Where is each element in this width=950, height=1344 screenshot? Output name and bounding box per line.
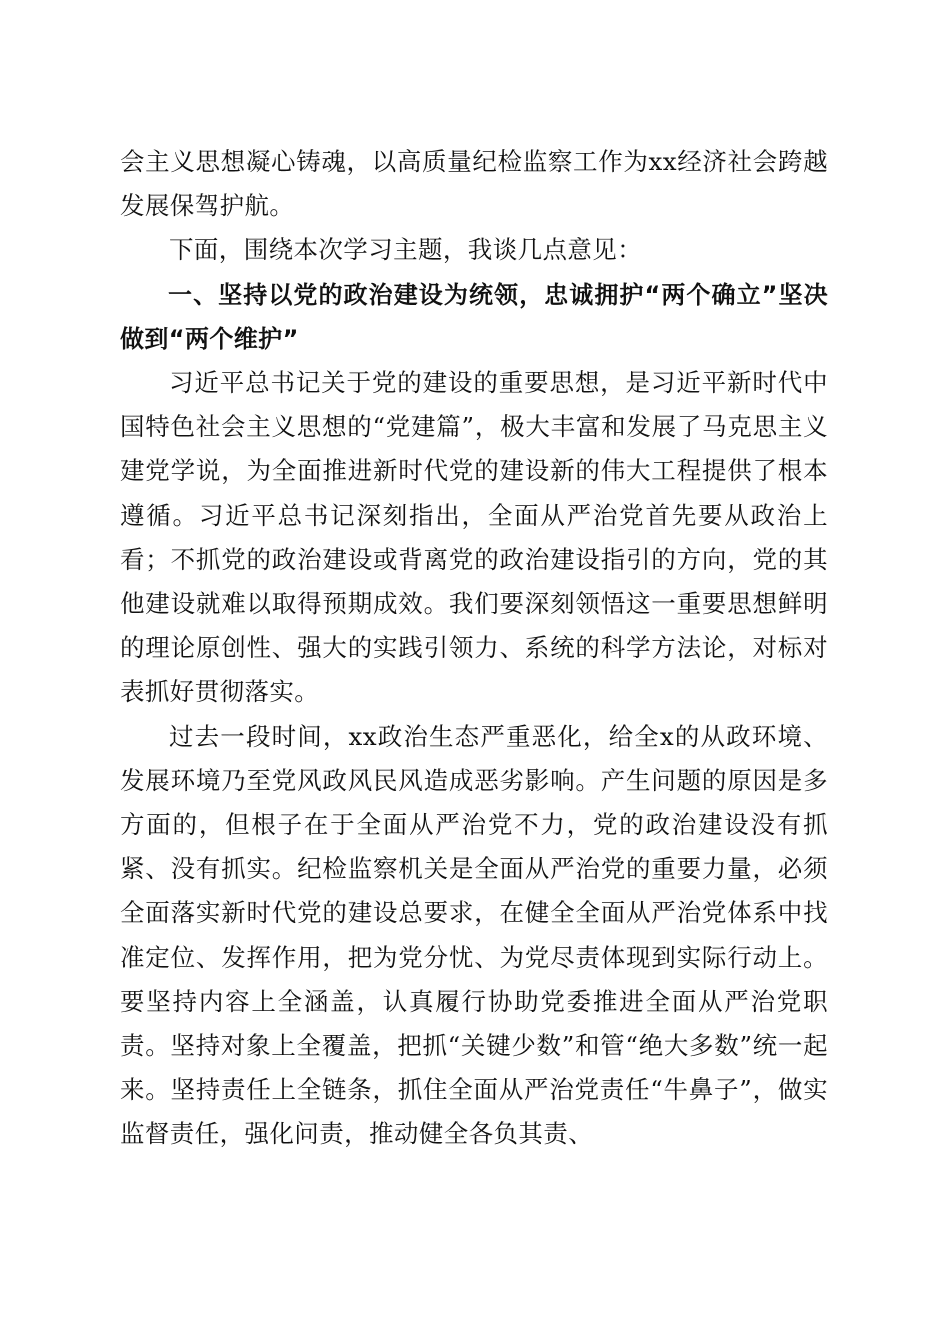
section-heading-1: 一、坚持以党的政治建设为统领，忠诚拥护“两个确立”坚决做到“两个维护” [120,280,828,353]
paragraph-continuation: 会主义思想凝心铸魂，以高质量纪检监察工作为xx经济社会跨越发展保驾护航。 [120,147,828,221]
paragraph-intro: 下面，围绕本次学习主题，我谈几点意见： [169,235,643,265]
paragraph-body-2: 过去一段时间，xx政治生态严重恶化，给全x的从政环境、发展环境乃至党风政风民风造成恶劣影响。产生问题的原因是多方面的，但根子在于全面从严治党不力，党的政治建设没有抓紧、没有抓实。纪检监察机关是全面从严治党的重要力量，必须全面落实新时代党的建设总要求，在健全全面从严治党体系中找准定位、发挥作用，把为党分忧、为党尽责体现到实际行动上。要坚持内容上全涵盖，认真履行协助党委推进全面从严治党职责。坚持对象上全覆盖，把抓“关键少数”和管“绝大多数”统一起来。坚持责任上全链条，抓住全面从严治党责任“牛鼻子”，做实监督责任，强化问责，推动健全各负其责、 [120,721,828,1149]
document-body [120,140,828,1157]
paragraph-body-1: 习近平总书记关于党的建设的重要思想，是习近平新时代中国特色社会主义思想的“党建篇”，极大丰富和发展了马克思主义建党学说，为全面推进新时代党的建设新的伟大工程提供了根本遵循。习近平总书记深刻指出，全面从严治党首先要从政治上看；不抓党的政治建设或背离党的政治建设指引的方向，党的其他建设就难以取得预期成效。我们要深刻领悟这一重要思想鲜明的理论原创性、强大的实践引领力、系统的科学方法论，对标对表抓好贯彻落实。 [120,368,828,707]
